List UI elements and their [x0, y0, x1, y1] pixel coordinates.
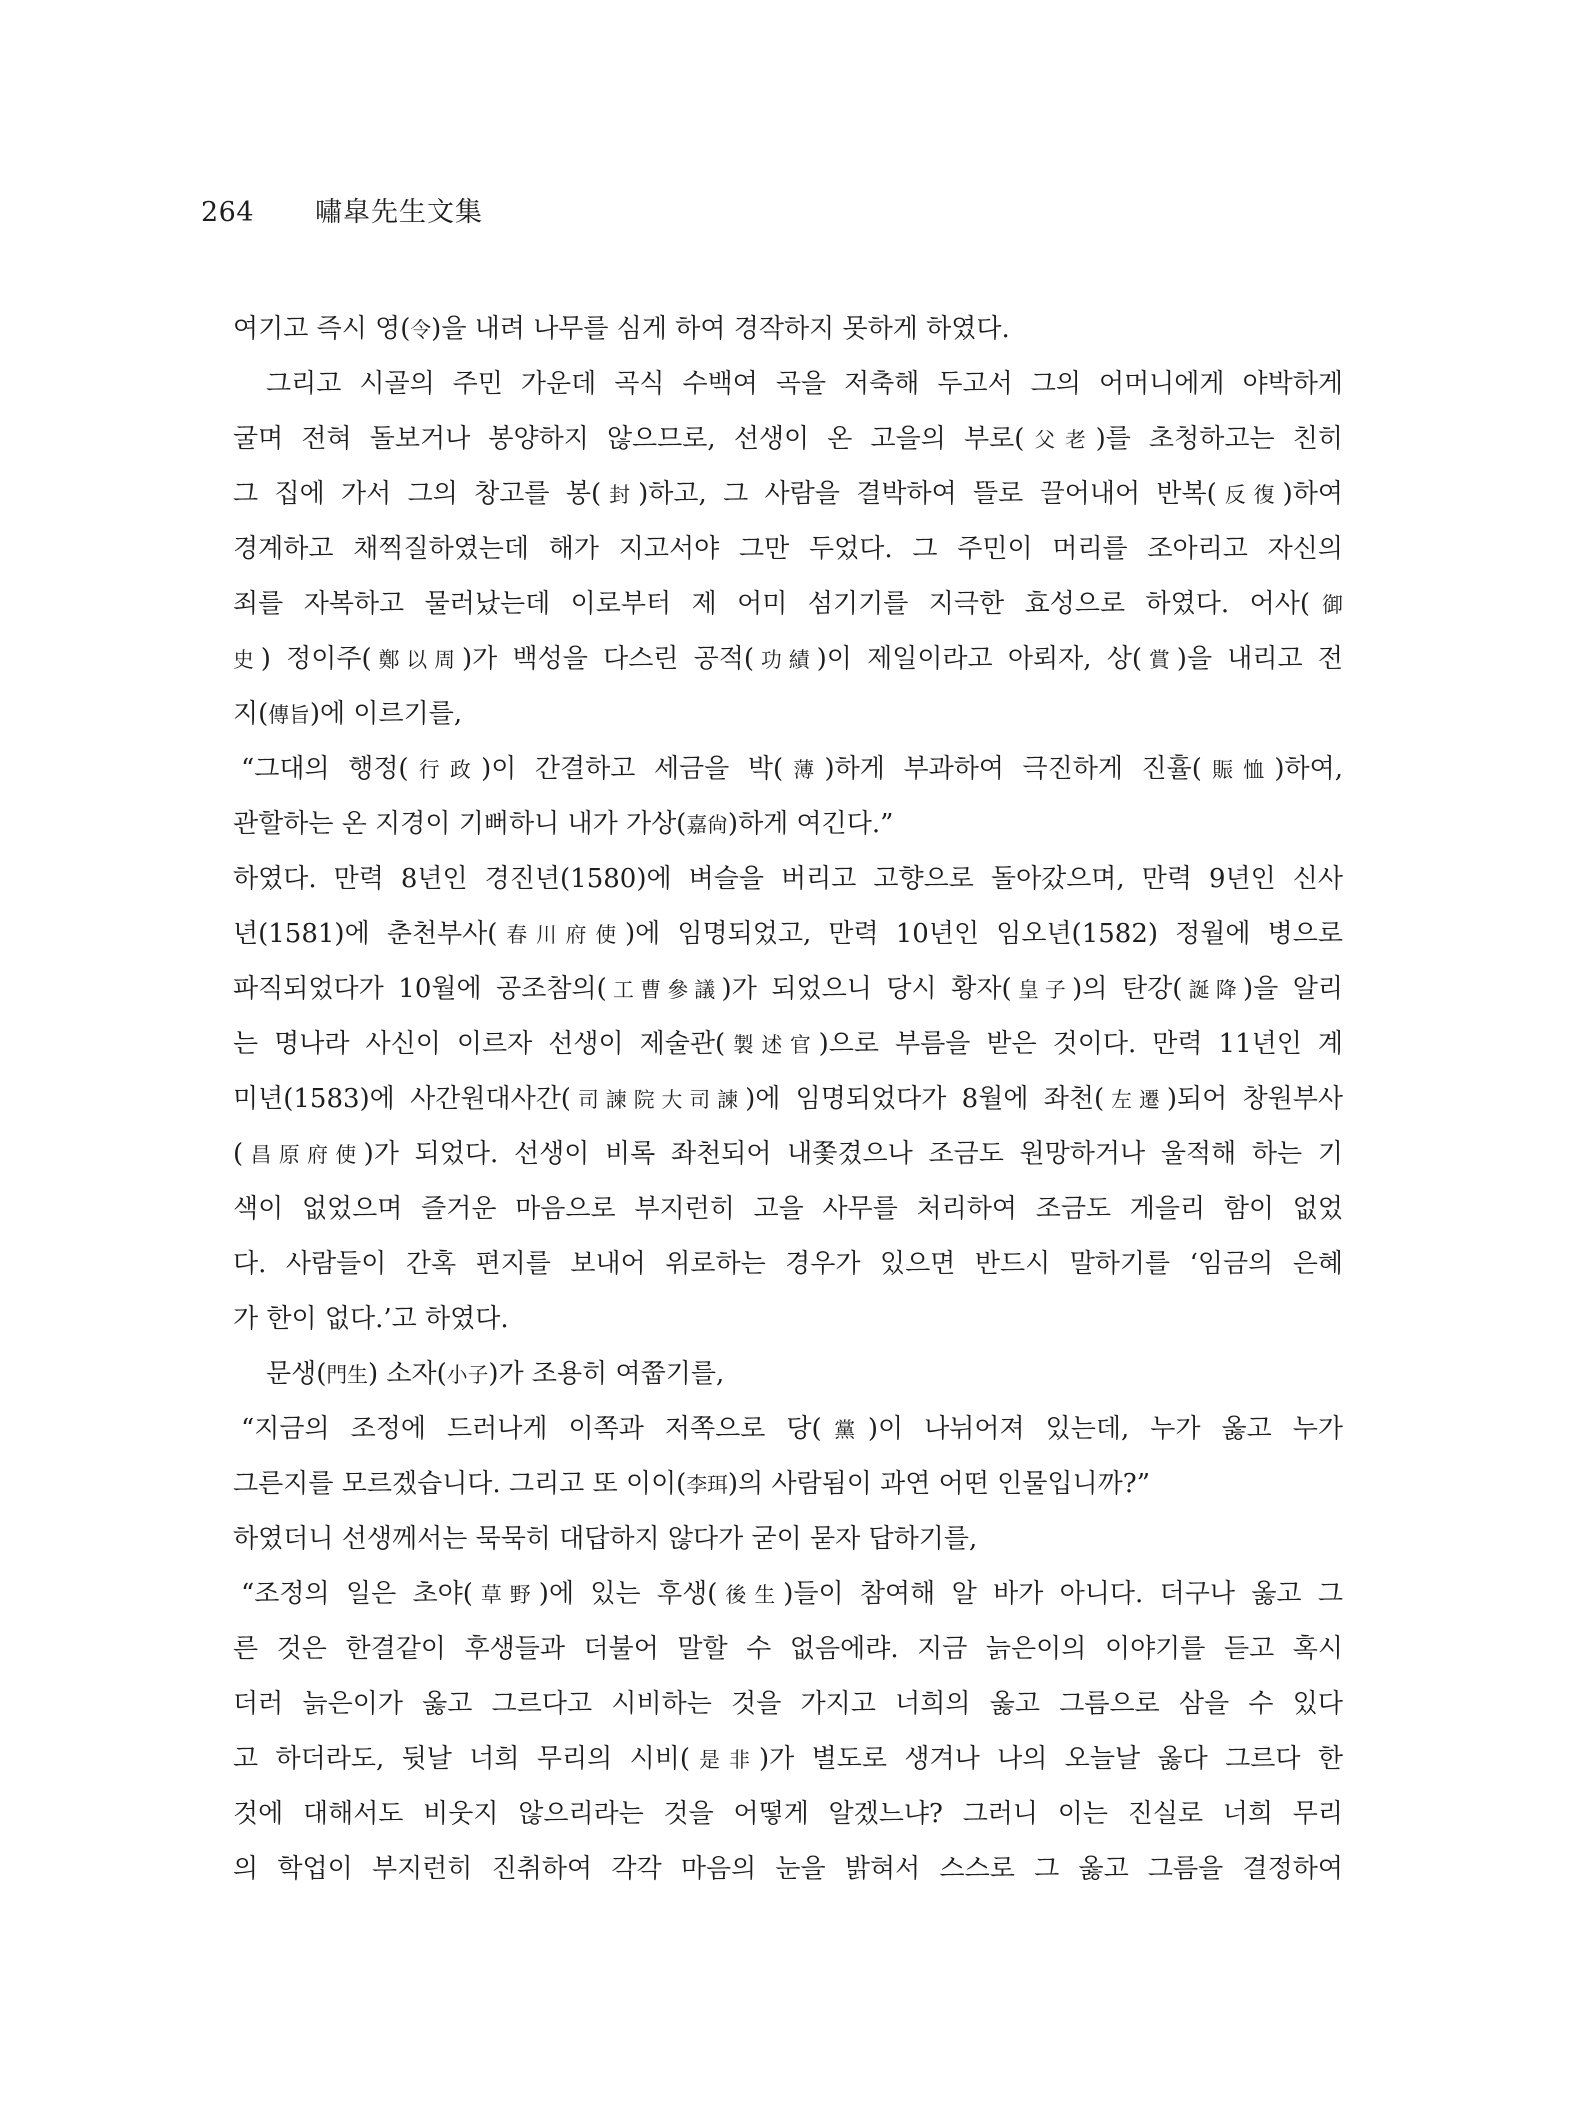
text-line: “지금의 조정에 드러나게 이쪽과 저쪽으로 당(黨)이 나뉘어져 있는데, 누가 옳고 누가	[241, 1414, 1343, 1444]
hanja-text: 草野	[472, 1583, 539, 1607]
text-line: 史) 정이주(鄭以周)가 백성을 다스린 공적(功績)이 제일이라고 아뢰자, 상(賞)을 내리고 전	[233, 644, 1343, 674]
hanja-text: 門生	[326, 1363, 368, 1387]
text-line: 하였더니 선생께서는 묵묵히 대답하지 않다가 굳이 묻자 답하기를,	[233, 1524, 978, 1554]
text-line: 색이 없었으며 즐거운 마음으로 부지런히 고을 사무를 처리하여 조금도 게을리 함이 없었	[233, 1194, 1343, 1224]
text-line: 더러 늙은이가 옳고 그르다고 시비하는 것을 가지고 너희의 옳고 그름으로 삼을 수 있다	[233, 1689, 1343, 1719]
text-line: 경계하고 채찍질하였는데 해가 지고서야 그만 두었다. 그 주민이 머리를 조아리고 자신의	[233, 534, 1343, 564]
text-line: 파직되었다가 10월에 공조참의(工曹參議)가 되었으니 당시 황자(皇子)의 탄강(誕降)을 알리	[233, 974, 1343, 1004]
hanja-text: 昌原府使	[243, 1143, 364, 1167]
page-number: 264	[201, 197, 255, 228]
text-line: 그 집에 가서 그의 창고를 봉(封)하고, 그 사람을 결박하여 뜰로 끌어내어 반복(反復)하여	[233, 479, 1343, 509]
hanja-text: 行政	[408, 758, 482, 782]
hanja-text: 左遷	[1104, 1088, 1167, 1112]
hanja-text: 鄭以周	[371, 648, 462, 672]
hanja-text: 史	[233, 648, 261, 672]
text-line: 는 명나라 사신이 이르자 선생이 제술관(製述官)으로 부름을 받은 것이다. 만력 11년인 계	[233, 1029, 1343, 1059]
book-title: 嘯皐先生文集	[315, 197, 483, 228]
text-line: 지(傳旨)에 이르기를,	[233, 699, 463, 729]
hanja-text: 賑恤	[1201, 758, 1275, 782]
hanja-text: 薄	[783, 758, 825, 782]
text-line: 그른지를 모르겠습니다. 그리고 또 이이(李珥)의 사람됨이 과연 어떤 인물입니까?”	[233, 1469, 1150, 1499]
text-line: 미년(1583)에 사간원대사간(司諫院大司諫)에 임명되었다가 8월에 좌천(左遷)되어 창원부사	[233, 1084, 1343, 1114]
hanja-text: 製述官	[725, 1033, 819, 1057]
text-line: 다. 사람들이 간혹 편지를 보내어 위로하는 경우가 있으면 반드시 말하기를 ‘임금의 은혜	[233, 1249, 1343, 1279]
hanja-text: 司諫院大司諫	[570, 1088, 746, 1112]
hanja-text: 功績	[754, 648, 817, 672]
hanja-text: 工曹參議	[606, 978, 722, 1002]
text-line: (昌原府使)가 되었다. 선생이 비록 좌천되어 내쫓겼으나 조금도 원망하거나 울적해 하는 기	[233, 1139, 1343, 1169]
text-line: 여기고 즉시 영(令)을 내려 나무를 심게 하여 경작하지 못하게 하였다.	[233, 314, 1010, 344]
hanja-text: 嘉尙	[686, 813, 728, 837]
hanja-text: 小子	[446, 1363, 489, 1387]
text-line: 죄를 자복하고 물러났는데 이로부터 제 어미 섬기기를 지극한 효성으로 하였다. 어사(御	[233, 589, 1343, 619]
text-line: 그리고 시골의 주민 가운데 곡식 수백여 곡을 저축해 두고서 그의 어머니에게 야박하게	[266, 369, 1343, 399]
text-line: “그대의 행정(行政)이 간결하고 세금을 박(薄)하게 부과하여 극진하게 진휼(賑恤)하여,	[241, 754, 1343, 784]
text-line: 고 하더라도, 뒷날 너희 무리의 시비(是非)가 별도로 생겨나 나의 오늘날 옳다 그르다 한	[233, 1744, 1343, 1774]
hanja-text: 令	[410, 318, 432, 342]
text-line: 의 학업이 부지런히 진취하여 각각 마음의 눈을 밝혀서 스스로 그 옳고 그름을 결정하여	[233, 1854, 1343, 1884]
text-line: 것에 대해서도 비웃지 않으리라는 것을 어떻게 알겠느냐? 그러니 이는 진실로 너희 무리	[233, 1799, 1343, 1829]
text-line: 하였다. 만력 8년인 경진년(1580)에 벼슬을 버리고 고향으로 돌아갔으며, 만력 9년인 신사	[233, 864, 1343, 894]
text-line: 가 한이 없다.’고 하였다.	[233, 1304, 509, 1334]
hanja-text: 是非	[690, 1748, 759, 1772]
text-line: 관할하는 온 지경이 기뻐하니 내가 가상(嘉尙)하게 여긴다.”	[233, 809, 894, 839]
text-line: 른 것은 한결같이 후생들과 더불어 말할 수 없음에랴. 지금 늙은이의 이야기를 듣고 혹시	[233, 1634, 1343, 1664]
hanja-text: 封	[601, 483, 639, 507]
hanja-text: 反復	[1216, 483, 1283, 507]
page-header	[0, 0, 1573, 260]
body-text	[233, 302, 1343, 1897]
text-line: 굴며 전혀 돌보거나 봉양하지 않으므로, 선생이 온 고을의 부로(父老)를 초청하고는 친히	[233, 424, 1343, 454]
hanja-text: 傳旨	[268, 703, 310, 727]
hanja-text: 賞	[1142, 648, 1177, 672]
hanja-text: 父老	[1024, 428, 1096, 452]
hanja-text: 皇子	[1011, 978, 1073, 1002]
hanja-text: 誕降	[1182, 978, 1243, 1002]
text-line: 문생(門生) 소자(小子)가 조용히 여쭙기를,	[266, 1359, 725, 1389]
hanja-text: 黨	[821, 1418, 868, 1442]
text-line: “조정의 일은 초야(草野)에 있는 후생(後生)들이 참여해 알 바가 아니다. 더구나 옳고 그	[241, 1579, 1343, 1609]
hanja-text: 春川府使	[497, 923, 625, 947]
hanja-text: 後生	[717, 1583, 784, 1607]
hanja-text: 李珥	[686, 1473, 728, 1497]
hanja-text: 御	[1310, 593, 1343, 617]
text-line: 년(1581)에 춘천부사(春川府使)에 임명되었고, 만력 10년인 임오년(1582) 정월에 병으로	[233, 919, 1343, 949]
